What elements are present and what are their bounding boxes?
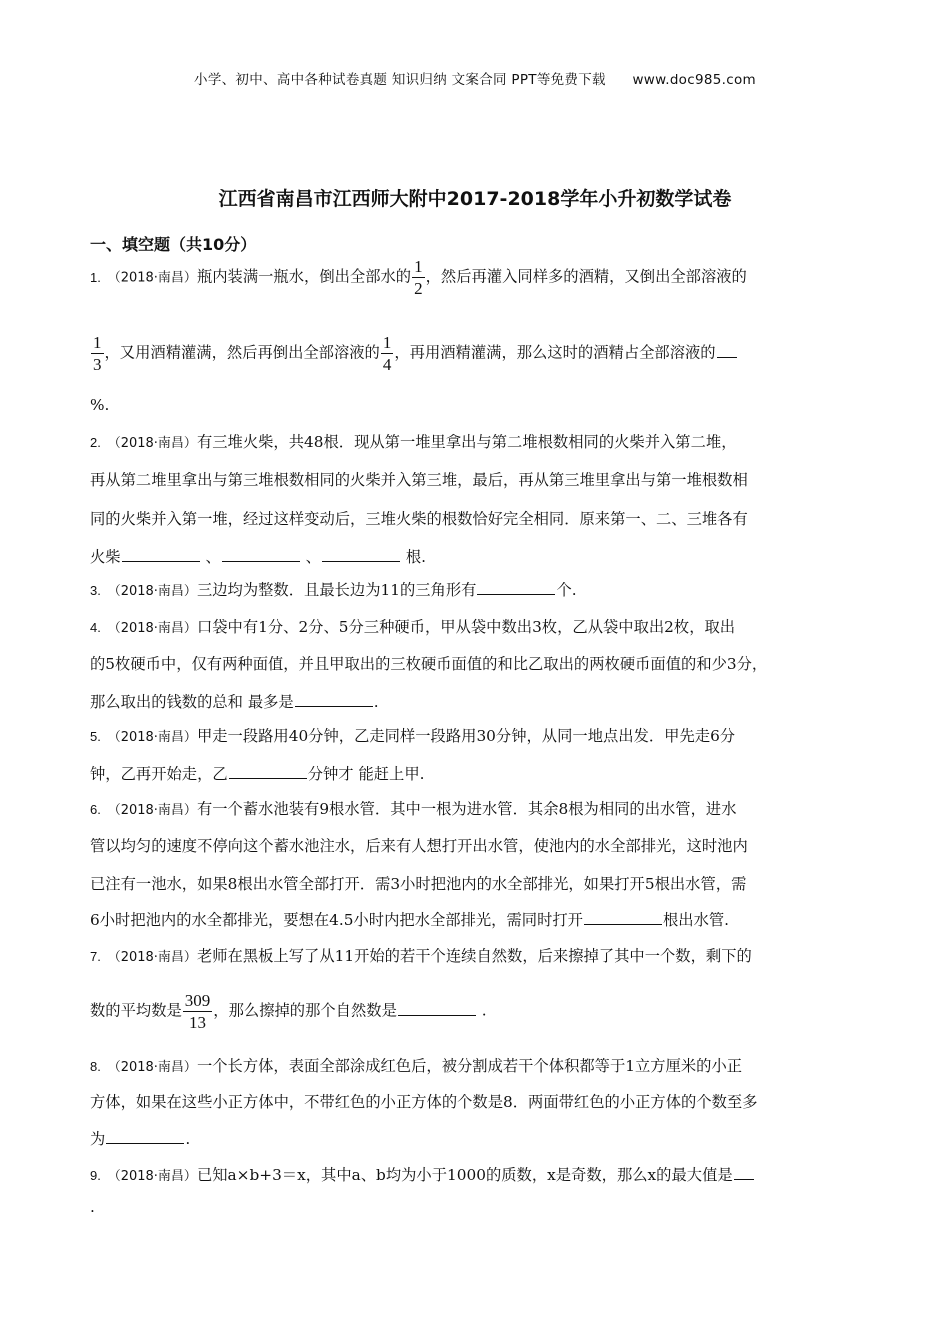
q7-text: 老师在黑板上写了从11开始的若干个连续自然数，后来擦掉了其中一个数，剩下的: [196, 947, 752, 965]
q9-text: 已知a×b+3＝x，其中a、b均为小于1000的质数，x是奇数，那么x的最大值是: [196, 1166, 733, 1184]
answer-blank[interactable]: [229, 777, 307, 779]
q1-text-c: ，又用酒精灌满，然后再倒出全部溶液的: [104, 343, 380, 362]
question-1-line-1: [90, 258, 747, 297]
question-1-line-3: [90, 396, 109, 414]
question-source: （2018·南昌）: [107, 270, 197, 286]
question-6-line-4: [90, 908, 729, 930]
q3-text: 三边均为整数．且最长边为11的三角形有: [196, 581, 477, 599]
answer-blank[interactable]: [222, 560, 300, 562]
question-2-line-2: [90, 468, 748, 490]
q1-text-d: ，再用酒精灌满，那么这时的酒精占全部溶液的: [394, 343, 716, 362]
question-number: 4.: [90, 620, 101, 635]
question-5-line-1: [90, 724, 735, 746]
question-number: 2.: [90, 435, 101, 450]
q8-text: 方体，如果在这些小正方体中，不带红色的小正方体的个数是8．两面带红色的小正方体的个数至多: [90, 1093, 758, 1111]
question-9-line-1: [90, 1163, 755, 1185]
question-source: （2018·南昌）: [107, 1169, 197, 1184]
fraction-1-2: $\frac{1}{2}$: [414, 257, 423, 298]
fraction-309-13: $\frac{309}{13}$: [184, 991, 211, 1032]
answer-blank[interactable]: [477, 593, 555, 595]
q3-text: 个.: [556, 581, 577, 599]
q2-text: 有三堆火柴，共48根．现从第一堆里拿出与第二堆根数相同的火柴并入第二堆，: [196, 433, 737, 451]
q5-text: 钟，乙再开始走，乙: [90, 765, 228, 783]
question-2-line-3: [90, 507, 748, 529]
q1-text-b: ，然后再灌入同样多的酒精，又倒出全部溶液的: [425, 267, 747, 286]
answer-blank[interactable]: [584, 923, 662, 925]
question-source: （2018·南昌）: [107, 436, 197, 451]
q8-text: .: [185, 1130, 191, 1148]
q2-text: 再从第二堆里拿出与第三堆根数相同的火柴并入第三堆，最后，再从第三堆里拿出与第一堆根数相: [90, 471, 748, 489]
question-9-line-2: [90, 1198, 95, 1216]
q1-text-e: %.: [90, 396, 110, 414]
question-number: 3.: [90, 583, 101, 598]
question-number: 7.: [90, 949, 101, 964]
q2-text: 火柴: [90, 548, 121, 566]
answer-blank[interactable]: [295, 705, 373, 707]
separator: 、: [305, 548, 321, 566]
q6-text: 管以均匀的速度不停向这个蓄水池注水，后来有人想打开出水管，使池内的水全部排光，这时池内: [90, 837, 748, 855]
q8-text: 一个长方体，表面全部涂成红色后，被分割成若干个体积都等于1立方厘米的小正: [196, 1057, 743, 1075]
answer-blank[interactable]: [106, 1142, 184, 1144]
q6-text: 已注有一池水，如果8根出水管全部打开．需3小时把池内的水全部排光，如果打开5根出水管，需: [90, 875, 747, 893]
section-heading: 一、填空题（共10分）: [90, 235, 257, 254]
q6-text: 6小时把池内的水全都排光，要想在4.5小时内把水全部排光，需同时打开: [90, 911, 583, 929]
question-6-line-2: [90, 834, 748, 856]
question-4-line-1: [90, 615, 735, 637]
question-source: （2018·南昌）: [107, 584, 197, 599]
question-4-line-3: [90, 690, 379, 712]
q5-text: 分钟才 能赶上甲.: [307, 765, 425, 783]
question-8-line-1: [90, 1054, 742, 1076]
header-slogan: 小学、初中、高中各种试卷真题 知识归纳 文案合同 PPT等免费下载: [194, 72, 606, 88]
q4-text: 那么取出的钱数的总和 最多是: [90, 693, 294, 711]
question-8-line-2: [90, 1090, 758, 1112]
q8-text: 为: [90, 1130, 106, 1148]
answer-blank[interactable]: [122, 560, 200, 562]
fraction-1-3: $\frac{1}{3}$: [93, 333, 102, 374]
question-number: 1.: [90, 269, 101, 285]
answer-blank[interactable]: [322, 560, 400, 562]
question-source: （2018·南昌）: [107, 621, 197, 636]
question-number: 5.: [90, 729, 101, 744]
q7-text: .: [476, 1001, 487, 1020]
answer-blank[interactable]: [398, 1014, 476, 1016]
q6-text: 有一个蓄水池装有9根水管．其中一根为进水管．其余8根为相同的出水管，进水: [196, 800, 737, 818]
question-number: 6.: [90, 802, 101, 817]
question-source: （2018·南昌）: [107, 950, 197, 965]
question-number: 9.: [90, 1168, 101, 1183]
q4-text: .: [373, 693, 379, 711]
question-2-line-1: [90, 430, 737, 452]
question-number: 8.: [90, 1059, 101, 1074]
q5-text: 甲走一段路用40分钟，乙走同样一段路用30分钟，从同一地点出发．甲先走6分: [196, 727, 736, 745]
fraction-1-4: $\frac{1}{4}$: [382, 333, 392, 374]
question-2-line-4: [90, 545, 426, 567]
page-header: [0, 68, 950, 88]
separator: 、: [205, 548, 221, 566]
question-source: （2018·南昌）: [107, 1060, 197, 1075]
q6-text: 根出水管.: [662, 911, 730, 929]
answer-blank[interactable]: [717, 356, 737, 358]
q4-text: 口袋中有1分、2分、5分三种硬币，甲从袋中数出3枚，乙从袋中取出2枚，取出: [196, 618, 736, 636]
q7-text: 数的平均数是: [90, 1001, 182, 1020]
q1-text-a: 瓶内装满一瓶水，倒出全部水的: [196, 267, 412, 286]
q4-text: 的5枚硬币中，仅有两种面值，并且甲取出的三枚硬币面值的和比乙取出的两枚硬币面值的和少3分，: [90, 655, 768, 673]
question-5-line-2: [90, 762, 425, 784]
question-8-line-3: [90, 1127, 190, 1149]
question-source: （2018·南昌）: [107, 803, 197, 818]
answer-blank[interactable]: [734, 1178, 754, 1180]
exam-title: 江西省南昌市江西师大附中2017-2018学年小升初数学试卷: [218, 188, 732, 210]
question-6-line-3: [90, 872, 746, 894]
question-4-line-2: [90, 652, 767, 674]
question-7-line-1: [90, 944, 752, 966]
header-site[interactable]: www.doc985.com: [632, 72, 756, 88]
q7-text: ，那么擦掉的那个自然数是: [213, 1001, 397, 1020]
question-source: （2018·南昌）: [107, 730, 197, 745]
question-3-line-1: [90, 578, 577, 600]
q9-text: .: [90, 1198, 95, 1216]
question-1-line-2: [90, 334, 738, 373]
question-6-line-1: [90, 797, 737, 819]
q2-text: 根.: [405, 548, 427, 566]
question-7-line-2: [90, 992, 487, 1031]
q2-text: 同的火柴并入第一堆，经过这样变动后，三堆火柴的根数恰好完全相同．原来第一、二、三堆各有: [90, 510, 748, 528]
